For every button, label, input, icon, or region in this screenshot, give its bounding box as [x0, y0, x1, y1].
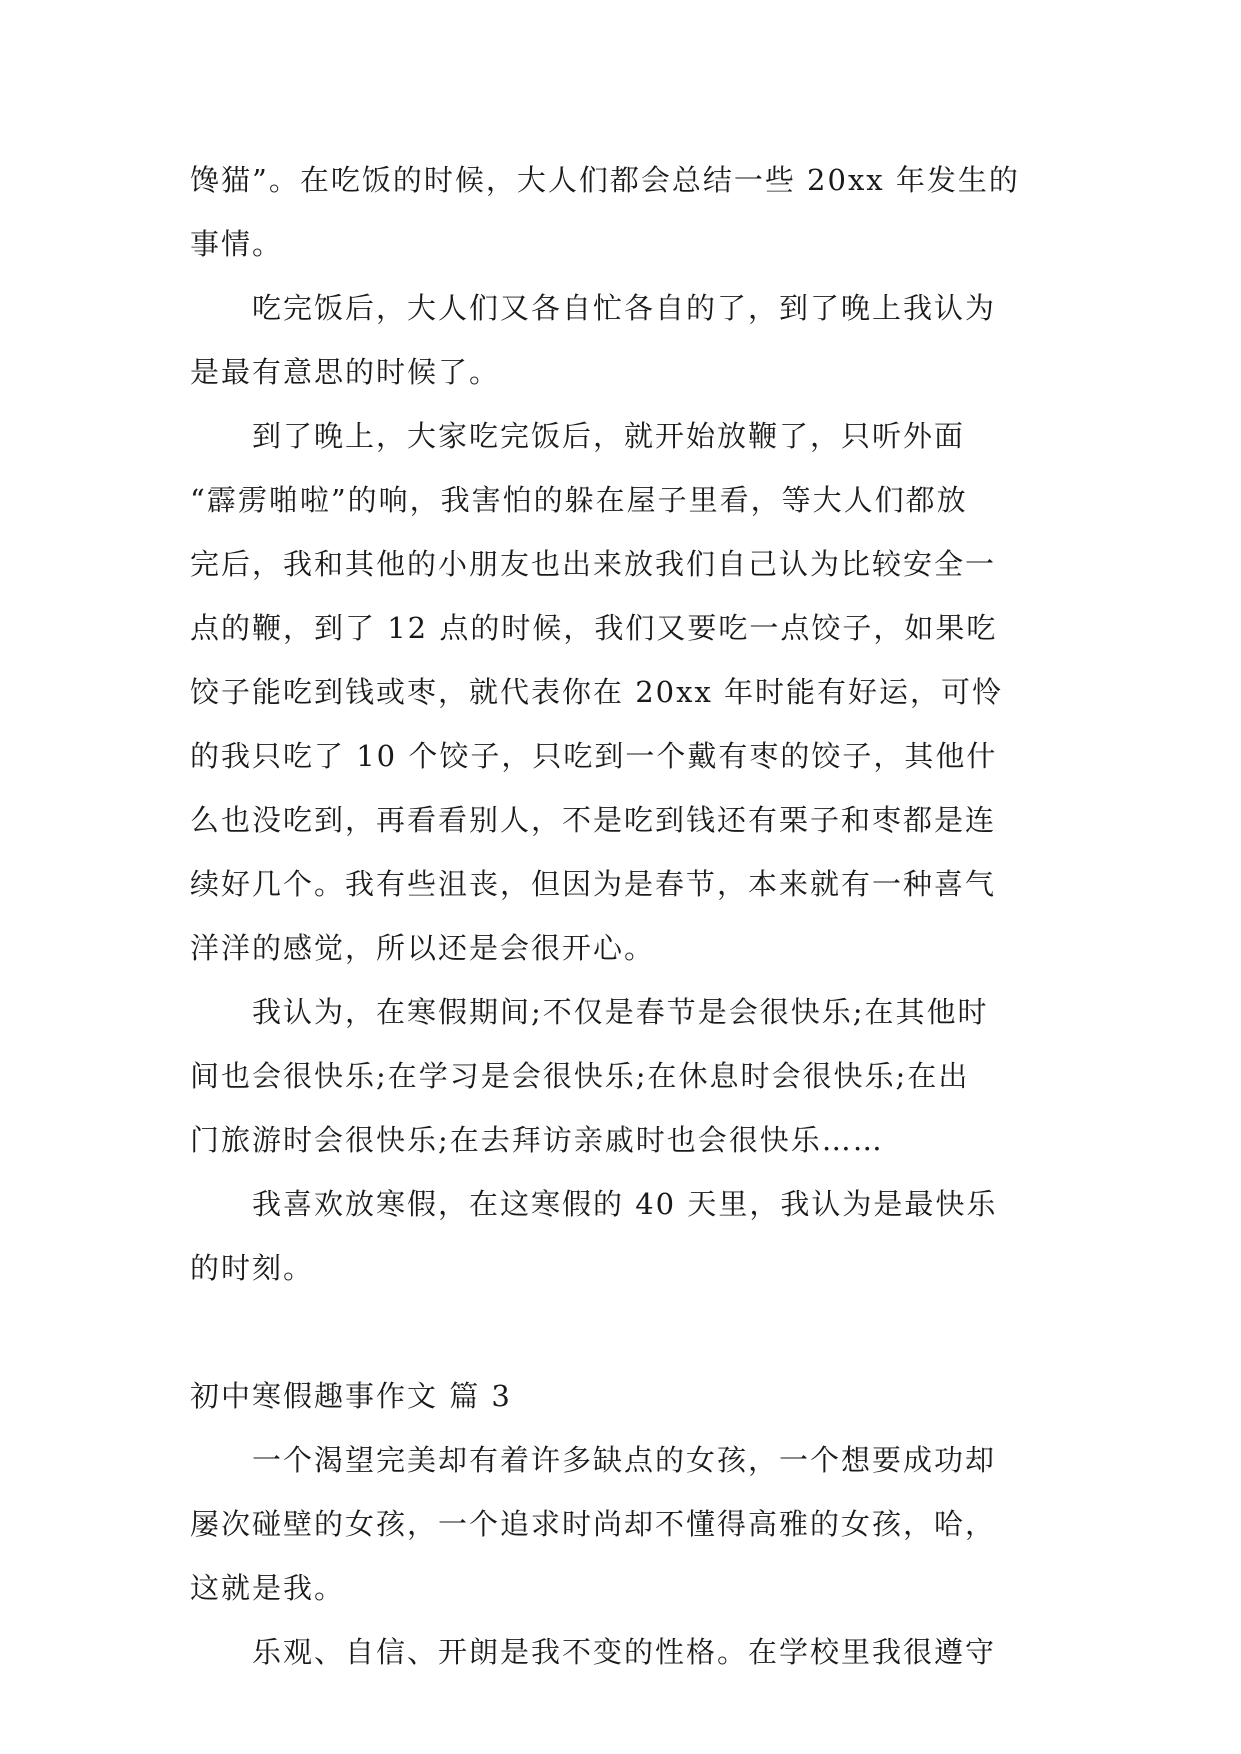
text-line: 的我只吃了 10 个饺子，只吃到一个戴有枣的饺子，其他什	[190, 739, 998, 773]
text-line: “霹雳啪啦”的响，我害怕的躲在屋子里看，等大人们都放	[190, 483, 968, 517]
section-gap	[190, 1300, 1050, 1364]
text-line: 事情。	[190, 227, 284, 261]
paragraph-start-line: 吃完饭后，大人们又各自忙各自的了，到了晚上我认为	[252, 291, 997, 325]
text-line: 屡次碰壁的女孩，一个追求时尚却不懂得高雅的女孩，哈，	[190, 1507, 997, 1541]
text-line: 续好几个。我有些沮丧，但因为是春节，本来就有一种喜气	[190, 867, 997, 901]
text-line: 这就是我。	[190, 1571, 346, 1605]
text-line: 洋洋的感觉，所以还是会很开心。	[190, 931, 656, 965]
section-heading: 初中寒假趣事作文 篇 3	[190, 1379, 512, 1413]
paragraph-start-line: 我喜欢放寒假，在这寒假的 40 天里，我认为是最快乐	[252, 1187, 998, 1221]
document-body	[190, 148, 1050, 1684]
text-line: 门旅游时会很快乐;在去拜访亲戚时也会很快乐……	[190, 1123, 884, 1157]
paragraph-start-line: 我认为，在寒假期间;不仅是春节是会很快乐;在其他时	[252, 995, 989, 1029]
text-line: 馋猫”。在吃饭的时候，大人们都会总结一些 20xx 年发生的	[190, 163, 1020, 197]
paragraph-start-line: 乐观、自信、开朗是我不变的性格。在学校里我很遵守	[252, 1635, 997, 1669]
text-line: 完后，我和其他的小朋友也出来放我们自己认为比较安全一	[190, 547, 997, 581]
text-line: 饺子能吃到钱或枣，就代表你在 20xx 年时能有好运，可怜	[190, 675, 1004, 709]
paragraph-start-line: 到了晚上，大家吃完饭后，就开始放鞭了，只听外面	[252, 419, 966, 453]
text-line: 点的鞭，到了 12 点的时候，我们又要吃一点饺子，如果吃	[190, 611, 998, 645]
text-line: 么也没吃到，再看看别人，不是吃到钱还有栗子和枣都是连	[190, 803, 997, 837]
text-line: 的时刻。	[190, 1251, 315, 1285]
text-line: 是最有意思的时候了。	[190, 355, 501, 389]
text-line: 间也会很快乐;在学习是会很快乐;在休息时会很快乐;在出	[190, 1059, 970, 1093]
paragraph-start-line: 一个渴望完美却有着许多缺点的女孩，一个想要成功却	[252, 1443, 997, 1477]
